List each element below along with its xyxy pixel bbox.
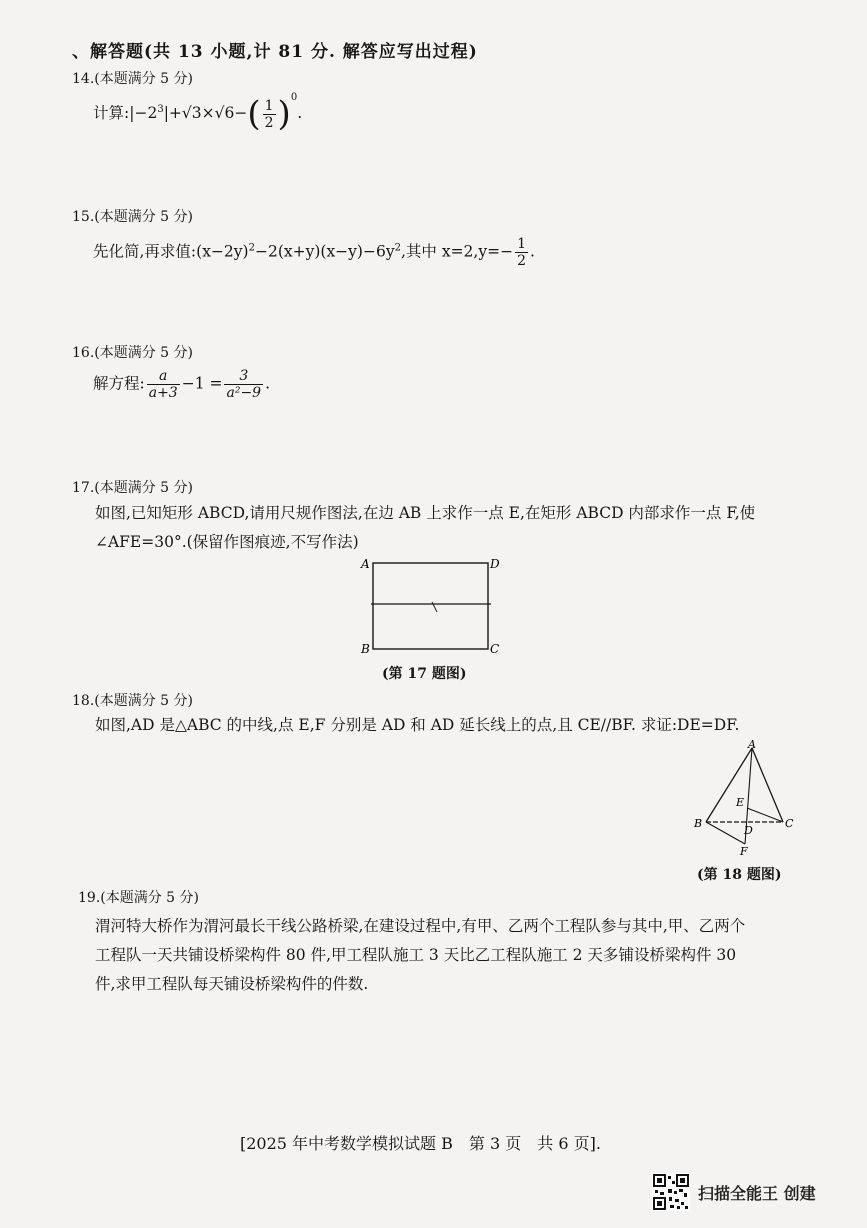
q18-number: 18. <box>72 693 95 709</box>
label-a: A <box>748 738 756 751</box>
q15-number: 15. <box>72 209 95 225</box>
q14-number: 14. <box>72 71 95 87</box>
q18-caption: (第 18 题图) <box>697 867 782 883</box>
q18-triangle-figure <box>690 738 800 858</box>
q15-fraction <box>515 236 528 269</box>
q14-expr-d: √3×√6− <box>181 104 248 122</box>
q16-fraction-2 <box>224 368 263 401</box>
section-title: 、解答题(共 13 小题,计 81 分. 解答应写出过程) <box>72 42 478 62</box>
label-b: B <box>694 817 703 830</box>
q16-header <box>72 342 193 362</box>
q18-header <box>72 690 193 710</box>
q18-text <box>95 711 800 740</box>
label-c: C <box>785 817 794 830</box>
q14-end: . <box>297 104 303 122</box>
q14-fraction <box>263 98 276 131</box>
q15-expression <box>93 236 535 269</box>
q14-expr-c: |+ <box>163 104 182 122</box>
page-footer: [2025 年中考数学模拟试题 B 第 3 页 共 6 页]. <box>240 1134 601 1153</box>
q16-f1-num: a <box>159 368 168 384</box>
q19-score: (本题满分 5 分) <box>100 890 199 906</box>
label-d: D <box>744 824 753 837</box>
q16-number: 16. <box>72 345 95 361</box>
q15-text-a: 先化简,再求值:(x−2y) <box>93 242 249 261</box>
segment-ab <box>706 748 752 822</box>
q17-rectangle-figure <box>355 553 515 661</box>
scanner-label: 扫描全能王 创建 <box>698 1183 816 1203</box>
q16-fraction-1 <box>147 368 180 401</box>
rectangle-abcd <box>373 563 488 649</box>
q14-prefix: 计算: <box>93 104 130 122</box>
label-d: D <box>490 557 500 571</box>
q14-right-paren: ) <box>277 94 291 134</box>
q19-line-2: 工程队一天共铺设桥梁构件 80 件,甲工程队施工 3 天比乙工程队施工 2 天多铺设桥梁构件 30 <box>95 946 737 964</box>
label-e: E <box>736 796 745 809</box>
label-a: A <box>361 557 370 571</box>
q17-line-2: ∠AFE=30°.(保留作图痕迹,不写作法) <box>95 533 359 551</box>
q16-equation <box>93 368 270 401</box>
q15-end: . <box>530 242 535 261</box>
q19-line-1: 渭河特大桥作为渭河最长干线公路桥梁,在建设过程中,有甲、乙两个工程队参与其中,甲、乙两个 <box>95 917 746 935</box>
segment-ac <box>752 748 783 822</box>
q14-frac-num: 1 <box>264 97 274 114</box>
q16-f1-den: a+3 <box>148 385 178 401</box>
q17-text <box>95 499 800 557</box>
label-f: F <box>740 845 748 858</box>
q15-header <box>72 206 193 226</box>
label-b: B <box>361 642 370 656</box>
q14-exp-0: 0 <box>290 92 298 103</box>
q15-sup-b: 2 <box>394 242 401 254</box>
label-c: C <box>490 642 500 656</box>
q14-frac-den: 2 <box>264 114 274 131</box>
qr-code-icon <box>652 1173 690 1211</box>
q14-expr-a: |−2 <box>129 104 158 122</box>
q16-mid: −1 = <box>181 374 223 393</box>
segment-bf <box>706 822 745 844</box>
q15-frac-num: 1 <box>517 236 526 252</box>
q17-caption: (第 17 题图) <box>382 666 467 682</box>
q17-header <box>72 477 193 497</box>
q17-line-1: 如图,已知矩形 ABCD,请用尺规作图法,在边 AB 上求作一点 E,在矩形 ABCD 内部求作一点 F,使 <box>95 504 756 522</box>
scanner-watermark <box>652 1173 816 1211</box>
q16-f2-num: 3 <box>239 368 249 384</box>
q15-sup-a: 2 <box>248 242 255 254</box>
q16-prefix: 解方程: <box>93 374 145 393</box>
q14-left-paren: ( <box>247 94 261 134</box>
q16-score: (本题满分 5 分) <box>94 345 193 361</box>
q15-score: (本题满分 5 分) <box>94 209 193 225</box>
q19-number: 19. <box>78 890 101 906</box>
q14-header <box>72 68 193 88</box>
q19-text <box>95 912 805 999</box>
q19-header <box>78 887 199 907</box>
q14-score: (本题满分 5 分) <box>94 71 193 87</box>
q14-exp-3: 3 <box>157 103 164 115</box>
q16-end: . <box>265 374 271 393</box>
q14-expression <box>93 92 303 134</box>
q15-text-b: −2(x+y)(x−y)−6y <box>254 242 395 261</box>
q17-number: 17. <box>72 480 95 496</box>
q15-frac-den: 2 <box>517 253 526 269</box>
q15-text-c: ,其中 x=2,y=− <box>400 242 514 261</box>
q18-line-1: 如图,AD 是△ABC 的中线,点 E,F 分别是 AD 和 AD 延长线上的点,且 CE//BF. 求证:DE=DF. <box>95 716 740 734</box>
q17-score: (本题满分 5 分) <box>94 480 193 496</box>
q19-line-3: 件,求甲工程队每天铺设桥梁构件的件数. <box>95 975 369 993</box>
q18-score: (本题满分 5 分) <box>94 693 193 709</box>
q16-f2-den: a²−9 <box>226 385 262 401</box>
